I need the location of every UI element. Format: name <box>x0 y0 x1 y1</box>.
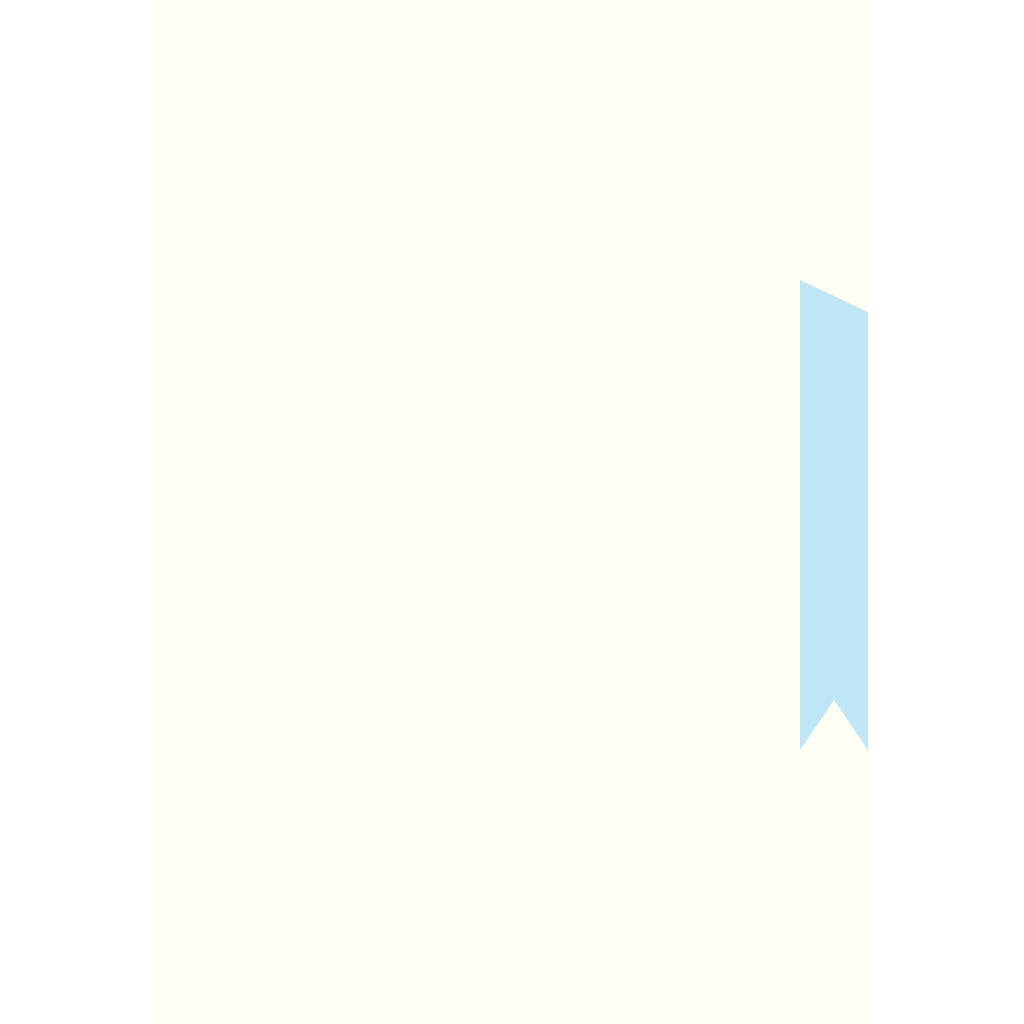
ribbon-shape <box>800 280 868 750</box>
apple-border-bottom <box>156 932 868 1024</box>
body-text <box>226 88 800 99</box>
apple-pattern-top <box>156 0 868 92</box>
apple-border-top <box>156 0 868 92</box>
apple-pattern-bottom <box>156 932 868 1024</box>
book-page <box>156 0 868 1024</box>
watermark-ribbon <box>800 280 868 750</box>
